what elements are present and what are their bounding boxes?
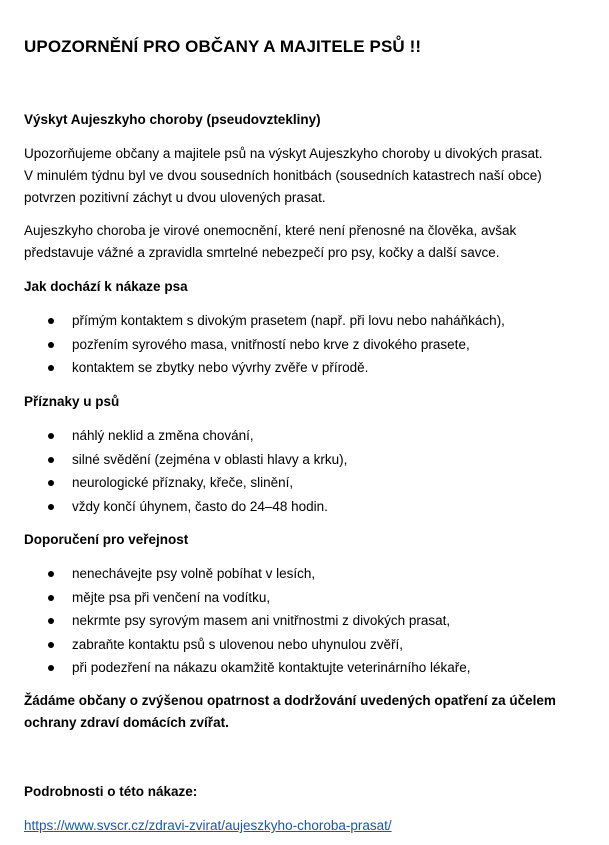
section-heading-recommendations: Doporučení pro veřejnost (24, 532, 189, 547)
list-item-text: neurologické příznaky, křeče, slinění, (72, 475, 294, 490)
list-item (24, 634, 591, 658)
bullet-icon (48, 642, 54, 648)
bullet-icon (48, 665, 54, 671)
list-item-text: při podezření na nákazu okamžitě kontaktujte veterinárního lékaře, (72, 660, 471, 675)
bullet-icon (48, 318, 54, 324)
list-item-text: pozřením syrového masa, vnitřností nebo krve z divokého prasete, (72, 336, 470, 352)
intro-line: Upozorňujeme občany a majitele psů na výskyt Aujeszkyho choroby u divokých prasat. (24, 146, 543, 161)
intro-paragraph (24, 143, 591, 209)
recommendations-list (24, 563, 591, 681)
bullet-icon (48, 433, 54, 439)
list-item (24, 425, 591, 449)
list-item-text: vždy končí úhynem, často do 24–48 hodin. (72, 498, 328, 514)
list-item (24, 563, 591, 587)
bullet-icon (48, 571, 54, 577)
bullet-icon (48, 480, 54, 486)
list-item (24, 657, 591, 681)
intro-line: potvrzen pozitivní záchyt u dvou ulovených prasat. (24, 190, 326, 205)
list-item-text: zabraňte kontaktu psů s ulovenou nebo uhynulou zvěří, (72, 636, 403, 652)
details-link[interactable]: https://www.svscr.cz/zdravi-zvirat/aujeszkyho-choroba-prasat/ (24, 818, 392, 833)
bullet-icon (48, 595, 54, 601)
details-link-wrapper (24, 815, 591, 837)
list-item-text: přímým kontaktem s divokým prasetem (např. při lovu nebo naháňkách), (72, 313, 505, 328)
list-item-text: mějte psa při venčení na vodítku, (72, 589, 271, 605)
list-item (24, 357, 591, 381)
closing-line: Žádáme občany o zvýšenou opatrnost a dodržování uvedených opatření za účelem (24, 693, 556, 708)
list-item (24, 587, 591, 611)
info-line: Aujeszkyho choroba je virové onemocnění, které není přenosné na člověka, avšak (24, 223, 517, 238)
bullet-icon (48, 618, 54, 624)
section-heading-infection: Jak dochází k nákaze psa (24, 279, 188, 294)
list-item (24, 334, 591, 358)
document-title: UPOZORNĚNÍ PRO OBČANY A MAJITELE PSŮ !! (24, 37, 422, 56)
symptoms-list (24, 425, 591, 519)
list-item-text: nekrmte psy syrovým masem ani vnitřnostmi z divokých prasat, (72, 613, 451, 628)
list-item (24, 449, 591, 473)
info-paragraph (24, 220, 591, 264)
closing-line: ochrany zdraví domácích zvířat. (24, 715, 229, 730)
bullet-icon (48, 342, 54, 348)
details-label: Podrobnosti o této nákaze: (24, 784, 198, 799)
list-item (24, 496, 591, 520)
bullet-icon (48, 504, 54, 510)
list-item-text: silné svědění (zejména v oblasti hlavy a krku), (72, 451, 348, 467)
list-item (24, 310, 591, 334)
list-item-text: náhlý neklid a změna chování, (72, 428, 254, 443)
section-heading-symptoms: Příznaky u psů (24, 394, 120, 409)
bullet-icon (48, 457, 54, 463)
info-line: představuje vážné a zpravidla smrtelné nebezpečí pro psy, kočky a další savce. (24, 245, 500, 260)
closing-paragraph (24, 690, 591, 734)
bullet-icon (48, 365, 54, 371)
list-item (24, 472, 591, 496)
infection-list (24, 310, 591, 381)
list-item-text: kontaktem se zbytky nebo vývrhy zvěře v přírodě. (72, 360, 369, 375)
subtitle: Výskyt Aujeszkyho choroby (pseudovztekliny) (24, 112, 321, 127)
list-item (24, 610, 591, 634)
list-item-text: nenechávejte psy volně pobíhat v lesích, (72, 566, 316, 581)
intro-line: V minulém týdnu byl ve dvou sousedních honitbách (sousedních katastrech naší obce) (24, 168, 542, 183)
